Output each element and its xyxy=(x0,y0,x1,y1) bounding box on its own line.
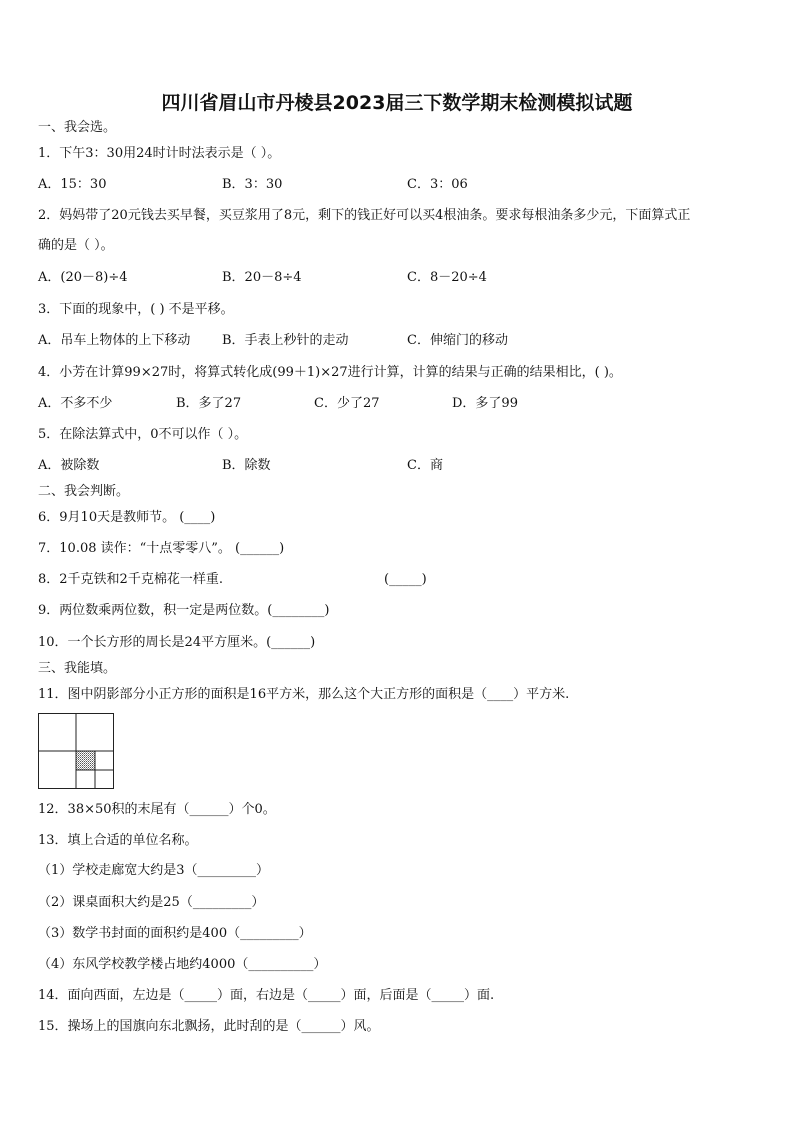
question-5-option-c: C．商 xyxy=(407,458,443,473)
question-4-option-b: B．多了27 xyxy=(176,396,242,411)
question-5-option-a: A．被除数 xyxy=(38,458,100,473)
question-12: 12．38×50积的末尾有（______）个0。 xyxy=(38,802,276,817)
section-heading-fill: 三、我能填。 xyxy=(38,661,117,676)
question-13-part-4: （4）东风学校教学楼占地约4000（__________） xyxy=(38,957,327,972)
question-8-answer-blank: (_____) xyxy=(384,572,427,587)
question-14: 14．面向西面，左边是（_____）面，右边是（_____）面，后面是（_____）面. xyxy=(38,988,495,1003)
question-15: 15．操场上的国旗向东北飘扬，此时刮的是（______）风。 xyxy=(38,1019,380,1034)
question-1-option-a: A．15：30 xyxy=(38,177,107,192)
question-1: 1．下午3：30用24时计时法表示是（ ）。 xyxy=(38,146,281,161)
question-2-option-b: B．20－8÷4 xyxy=(222,270,302,285)
question-3-option-c: C．伸缩门的移动 xyxy=(407,333,508,348)
question-13-part-2: （2）课桌面积大约是25（_________） xyxy=(38,895,265,910)
question-1-option-c: C．3：06 xyxy=(407,177,468,192)
question-11: 11．图中阴影部分小正方形的面积是16平方米，那么这个大正方形的面积是（____）平方米. xyxy=(38,687,570,702)
question-3: 3．下面的现象中，( ) 不是平移。 xyxy=(38,302,234,317)
question-2-option-a: A．(20－8)÷4 xyxy=(38,270,128,285)
section-heading-judge: 二、我会判断。 xyxy=(38,484,130,499)
question-4-option-c: C．少了27 xyxy=(314,396,380,411)
question-13-part-1: （1）学校走廊宽大约是3（_________） xyxy=(38,863,270,878)
question-4-option-a: A．不多不少 xyxy=(38,396,113,411)
page-title: 四川省眉山市丹棱县2023届三下数学期末检测模拟试题 xyxy=(161,92,633,114)
question-1-option-b: B．3：30 xyxy=(222,177,283,192)
question-9: 9．两位数乘两位数，积一定是两位数。(________) xyxy=(38,603,330,618)
shaded-small-square xyxy=(76,751,95,770)
question-2-line-2: 确的是（ ）。 xyxy=(38,238,114,253)
question-2-option-c: C．8－20÷4 xyxy=(407,270,487,285)
question-3-option-b: B．手表上秒针的走动 xyxy=(222,333,349,348)
question-5: 5．在除法算式中，0不可以作（ ）。 xyxy=(38,427,248,442)
question-8: 8．2千克铁和2千克棉花一样重. xyxy=(38,572,223,587)
section-heading-choice: 一、我会选。 xyxy=(38,120,117,135)
question-3-option-a: A．吊车上物体的上下移动 xyxy=(38,333,191,348)
question-5-option-b: B．除数 xyxy=(222,458,271,473)
question-2-line-1: 2．妈妈带了20元钱去买早餐，买豆浆用了8元，剩下的钱正好可以买4根油条。要求每根油条多少元，下面算式正 xyxy=(38,208,691,223)
question-4: 4．小芳在计算99×27时，将算式转化成(99＋1)×27进行计算，计算的结果与正确的结果相比，( )。 xyxy=(38,365,622,380)
question-7: 7．10.08 读作：“十点零零八”。 (______) xyxy=(38,541,285,556)
question-13-part-3: （3）数学书封面的面积约是400（_________） xyxy=(38,926,312,941)
question-10: 10．一个长方形的周长是24平方厘米。(______) xyxy=(38,635,316,650)
question-6: 6．9月10天是教师节。 (____) xyxy=(38,510,216,525)
square-grid-figure xyxy=(38,713,114,789)
question-13: 13．填上合适的单位名称。 xyxy=(38,833,198,848)
question-4-option-d: D．多了99 xyxy=(452,396,518,411)
